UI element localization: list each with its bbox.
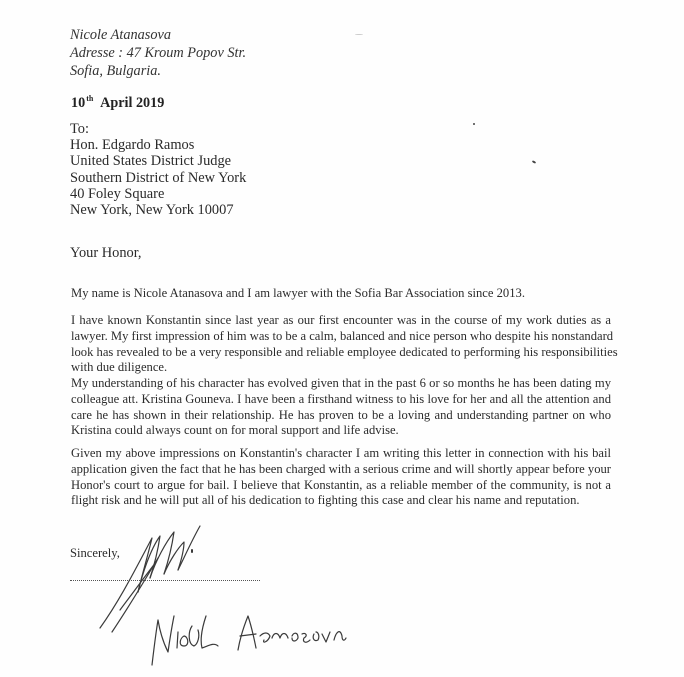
paragraph-line: I have known Konstantin since last year as our first encounter was in the course of my work duties as a — [71, 313, 611, 327]
scan-speck — [473, 123, 475, 125]
sender-city: Sofia, Bulgaria. — [70, 63, 161, 79]
closing: Sincerely, — [70, 546, 120, 560]
paragraph-line: look has revealed to be a very responsible and reliable employee dedicated to performing his responsibilities — [71, 344, 618, 359]
salutation: Your Honor, — [70, 245, 142, 261]
recipient-block — [70, 121, 246, 218]
sender-address: Adresse : 47 Kroum Popov Str. — [70, 45, 247, 61]
paragraph-line: Honor's court to argue for bail. I believe that Konstantin, as a reliable member of the community, is not a — [71, 477, 611, 492]
letter-date — [71, 94, 164, 112]
recipient-to-label: To: — [70, 121, 89, 137]
scan-speck — [355, 34, 363, 35]
date-suffix: th — [86, 94, 94, 103]
paragraph-line: care he has shown in their relationship. He has proven to be a loving and understanding partner on who — [71, 407, 611, 422]
sender-block — [70, 26, 246, 80]
recipient-name: Hon. Edgardo Ramos — [70, 137, 195, 154]
paragraph-line: lawyer. My first impression of him was to be a calm, balanced and nice person who despite his nonstandard — [71, 328, 614, 343]
paragraph-line: with due diligence. — [71, 360, 168, 375]
recipient-title: United States District Judge — [70, 153, 232, 170]
recipient-street: 40 Foley Square — [70, 185, 165, 202]
paragraph-line: application given the fact that he has been charged with a serious crime and will shortly appear before your — [71, 461, 611, 476]
paragraph-line: colleague att. Kristina Gouneva. I have been a firsthand witness to his love for her and all the attention and — [71, 391, 611, 406]
recipient-city: New York, New York 10007 — [70, 202, 234, 219]
paragraph-line: My understanding of his character has evolved given that in the past 6 or so months he has been dating my — [71, 376, 611, 390]
scan-speck — [532, 160, 536, 164]
paragraph-line: Kristina could always count on for moral support and life advise. — [71, 423, 399, 438]
recipient-court: Southern District of New York — [70, 169, 247, 186]
paragraph-1 — [71, 286, 611, 302]
paragraph-line: flight risk and he will put all of his dedication to fighting this case and clear his name and reputation. — [71, 493, 580, 508]
paragraph-line: My name is Nicole Atanasova and I am lawyer with the Sofia Bar Association since 2013. — [71, 286, 525, 300]
paragraph-line: Given my above impressions on Konstantin's character I am writing this letter in connection with his bail — [71, 446, 611, 460]
handwritten-signature — [80, 520, 380, 670]
paragraph-3 — [71, 376, 611, 439]
paragraph-2 — [71, 313, 618, 376]
sender-name: Nicole Atanasova — [70, 27, 171, 43]
date-month-year: April 2019 — [100, 95, 165, 111]
date-day: 10 — [71, 95, 86, 111]
paragraph-4 — [71, 446, 611, 509]
